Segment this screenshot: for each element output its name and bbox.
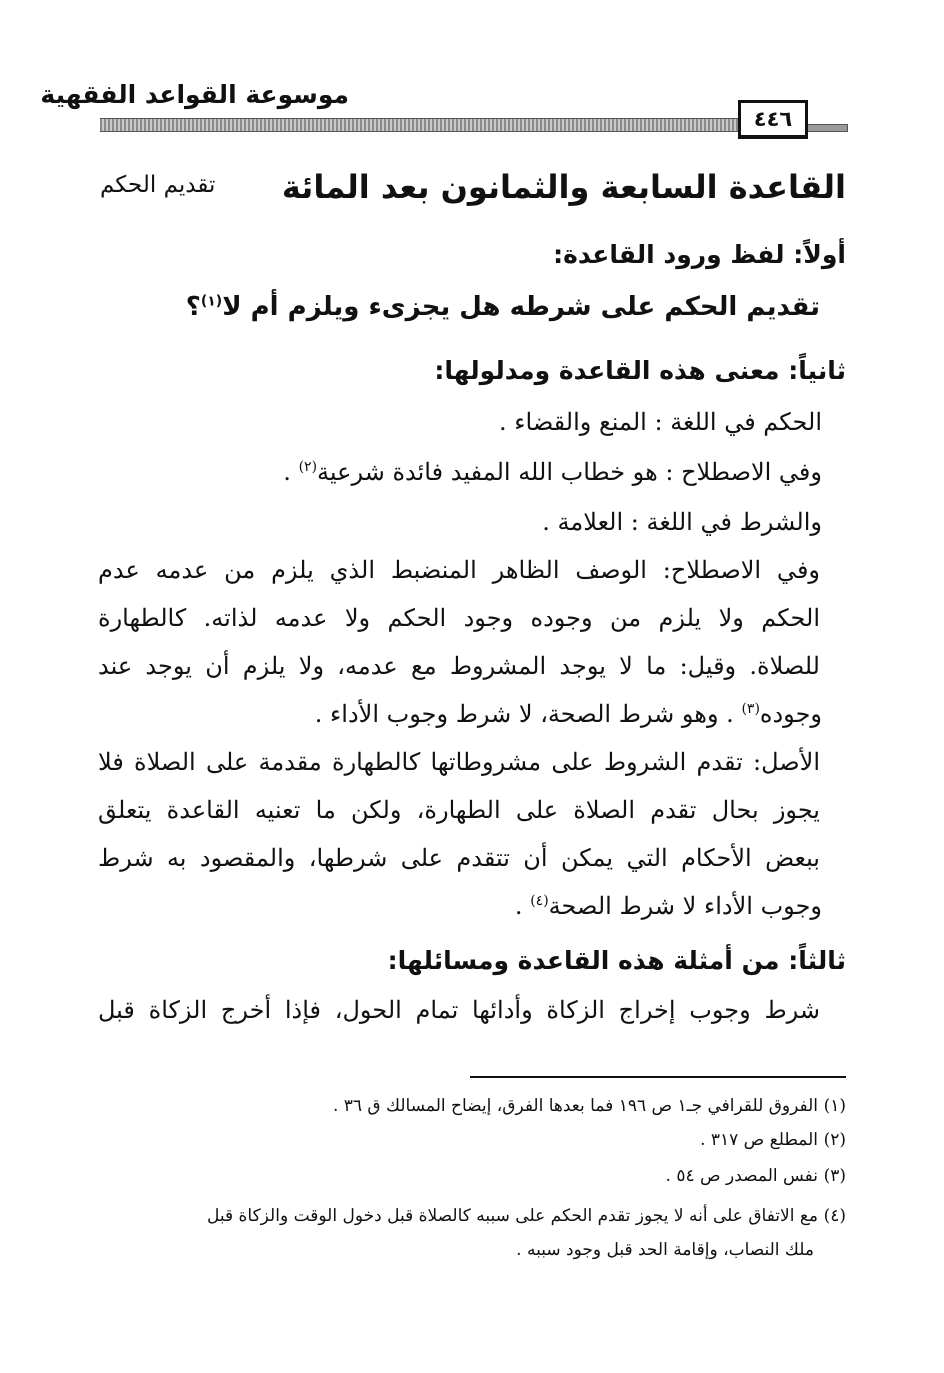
paragraph-line: شرط وجوب إخراج الزكاة وأدائها تمام الحول، فإذا أخرج الزكاة قبل [98,996,820,1024]
footnote [207,1206,846,1226]
header-rule [100,118,740,132]
footnote-continuation: ملك النصاب، وإقامة الحد قبل وجود سببه . [516,1240,814,1260]
footnote-text: نفس المصدر ص ٥٤ . [665,1166,818,1186]
paragraph-line: يجوز بحال تقدم الصلاة على الطهارة، ولكن ما تعنيه القاعدة يتعلق [98,796,820,824]
paragraph-line: للصلاة. وقيل: ما لا يوجد المشروط مع عدمه، ولا يلزم أن يوجد عند [98,652,820,680]
running-title: موسوعة القواعد الفقهية [40,80,349,109]
section-heading-examples: ثالثاً: من أمثلة هذه القاعدة ومسائلها: [387,946,846,975]
footnote-ref: (٢) [298,459,318,475]
footnote-ref: (٤) [530,893,549,909]
footnote-number: (٤) [823,1206,846,1226]
footnote-text: مع الاتفاق على أنه لا يجوز تقدم الحكم على سببه كالصلاة قبل دخول الوقت والزكاة قبل [206,1206,818,1226]
footnote-ref: (٣) [741,701,760,717]
line-text: وجوب الأداء لا شرط الصحة [548,892,822,920]
footnote [333,1096,846,1116]
rule-text [186,292,820,322]
rule-heading: القاعدة السابعة والثمانون بعد المائة [281,168,846,206]
section-heading-wording: أولاً: لفظ ورود القاعدة: [553,240,846,269]
rule-text-body: تقديم الحكم على شرطه هل يجزىء ويلزم أم لا [222,292,820,322]
footnote-divider [470,1076,846,1078]
paragraph-line [283,458,822,486]
rule-text-end: ؟ [185,292,201,322]
paragraph-line: الأصل: تقدم الشروط على مشروطاتها كالطهارة مقدمة على الصلاة فلا [98,748,820,776]
header-rule-end [802,124,848,132]
footnote-number: (٣) [823,1166,846,1186]
line-dot: . [283,458,291,486]
paragraph-line: الحكم ولا يلزم من وجوده وجود الحكم ولا عدمه لذاته. كالطهارة [98,604,820,632]
line-text: وجوده [759,700,822,728]
footnote-number: (١) [823,1096,846,1116]
paragraph-line [315,700,822,728]
footnote [700,1130,846,1150]
paragraph-line: ببعض الأحكام التي يمكن أن تتقدم على شرطها، والمقصود به شرط [98,844,820,872]
paragraph-line: وفي الاصطلاح: الوصف الظاهر المنضبط الذي يلزم من عدمه عدم [98,556,820,584]
paragraph-line [515,892,822,920]
line-dot: . [514,892,523,920]
footnote-number: (٢) [823,1130,846,1150]
footnote-ref: (١) [200,293,223,310]
paragraph-line: الحكم في اللغة : المنع والقضاء . [498,408,822,436]
rule-topic: تقديم الحكم [100,172,216,198]
paragraph-line: والشرط في اللغة : العلامة . [542,508,822,536]
section-heading-meaning: ثانياً: معنى هذه القاعدة ومدلولها: [434,356,846,385]
footnote-text: المطلع ص ٣١٧ . [700,1130,818,1150]
line-text: . وهو شرط الصحة، لا شرط وجوب الأداء . [314,700,734,728]
footnote [666,1166,846,1186]
footnote-text: الفروق للقرافي جـ١ ص ١٩٦ فما بعدها الفرق، إيضاح المسالك ق ٣٦ . [332,1096,818,1116]
line-text: وفي الاصطلاح : هو خطاب الله المفيد فائدة شرعية [317,458,822,486]
page-number: ٤٤٦ [738,100,808,139]
